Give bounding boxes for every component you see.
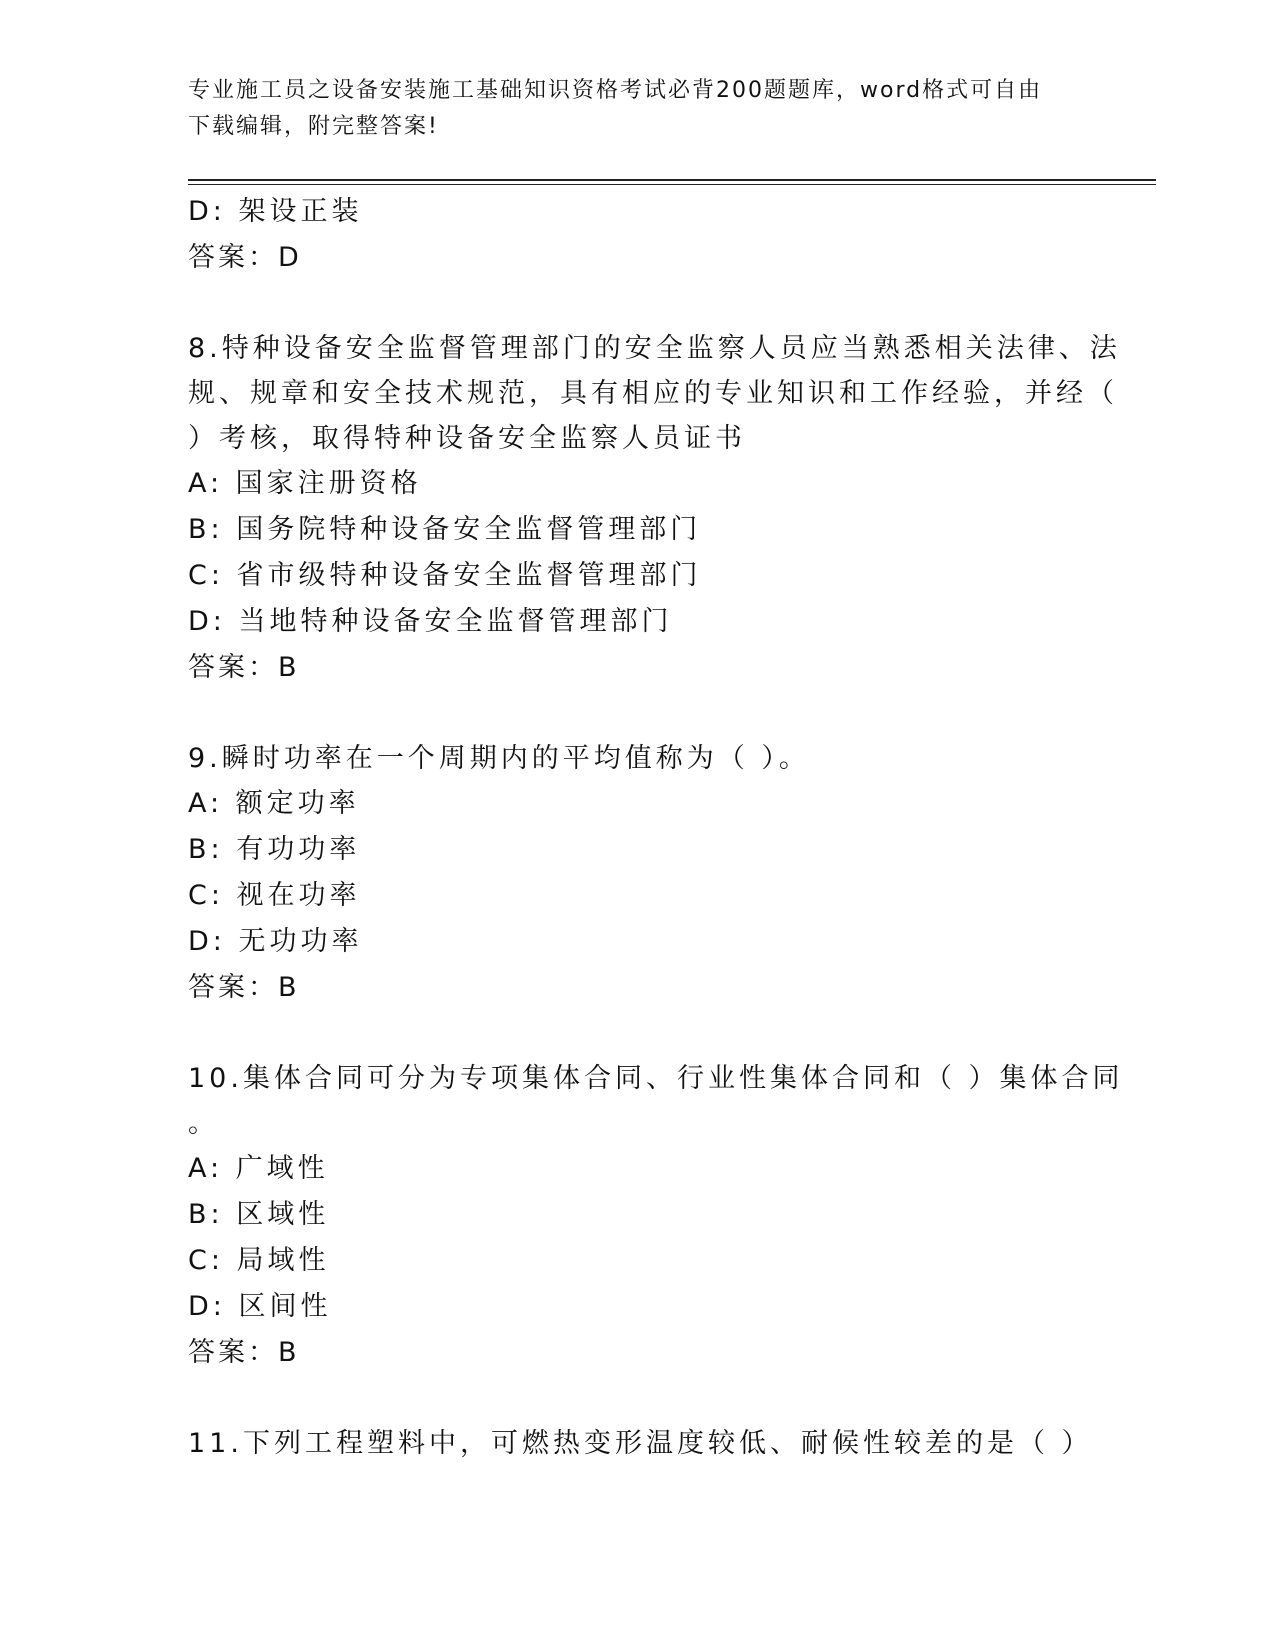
question-text-line: 。 — [188, 1108, 219, 1139]
option-b: B: 有功功率 — [188, 834, 361, 865]
question-text-line: 9.瞬时功率在一个周期内的平均值称为（ ）。 — [188, 743, 810, 774]
option-c: C: 局域性 — [188, 1245, 330, 1276]
page-header — [188, 73, 1068, 145]
option-d: D: 当地特种设备安全监督管理部门 — [188, 606, 673, 637]
header-line-1: 专业施工员之设备安装施工基础知识资格考试必背200题题库，word格式可自由 — [188, 78, 1043, 103]
question-text-line: 规、规章和安全技术规范，具有相应的专业知识和工作经验，并经（ — [188, 378, 1118, 409]
answer: 答案：D — [188, 242, 302, 273]
option-a: A: 额定功率 — [188, 788, 360, 819]
question-10 — [188, 1056, 1124, 1376]
option-d: D: 区间性 — [188, 1291, 332, 1322]
question-text-line: ）考核，取得特种设备安全监察人员证书 — [188, 423, 746, 454]
answer: 答案：B — [188, 972, 300, 1003]
option-a: A: 广域性 — [188, 1153, 329, 1184]
spacer — [188, 1011, 1088, 1056]
spacer — [188, 691, 1088, 736]
spacer — [188, 1376, 1088, 1421]
option-b: B: 国务院特种设备安全监督管理部门 — [188, 514, 702, 545]
question-text-line: 10.集体合同可分为专项集体合同、行业性集体合同和（ ）集体合同 — [188, 1063, 1124, 1094]
question-text-line: 8.特种设备安全监督管理部门的安全监察人员应当熟悉相关法律、法 — [188, 333, 1121, 364]
question-content — [188, 189, 1124, 1466]
option-c: C: 省市级特种设备安全监督管理部门 — [188, 560, 702, 591]
option-b: B: 区域性 — [188, 1199, 330, 1230]
previous-question-tail — [188, 189, 1088, 281]
answer: 答案：B — [188, 1337, 300, 1368]
header-divider-thick — [188, 179, 1156, 181]
spacer — [188, 281, 1088, 326]
option-a: A: 国家注册资格 — [188, 468, 422, 499]
header-line-2: 下载编辑，附完整答案! — [188, 114, 439, 139]
question-text-line: 11.下列工程塑料中，可燃热变形温度较低、耐候性较差的是（ ） — [188, 1428, 1093, 1459]
header-divider-thin — [188, 184, 1156, 185]
question-11 — [188, 1421, 1093, 1466]
question-8 — [188, 326, 1121, 691]
option-c: C: 视在功率 — [188, 880, 361, 911]
option-d: D: 无功功率 — [188, 926, 363, 957]
answer: 答案：B — [188, 652, 300, 683]
question-9 — [188, 736, 1088, 1011]
option-d: D: 架设正装 — [188, 196, 363, 227]
